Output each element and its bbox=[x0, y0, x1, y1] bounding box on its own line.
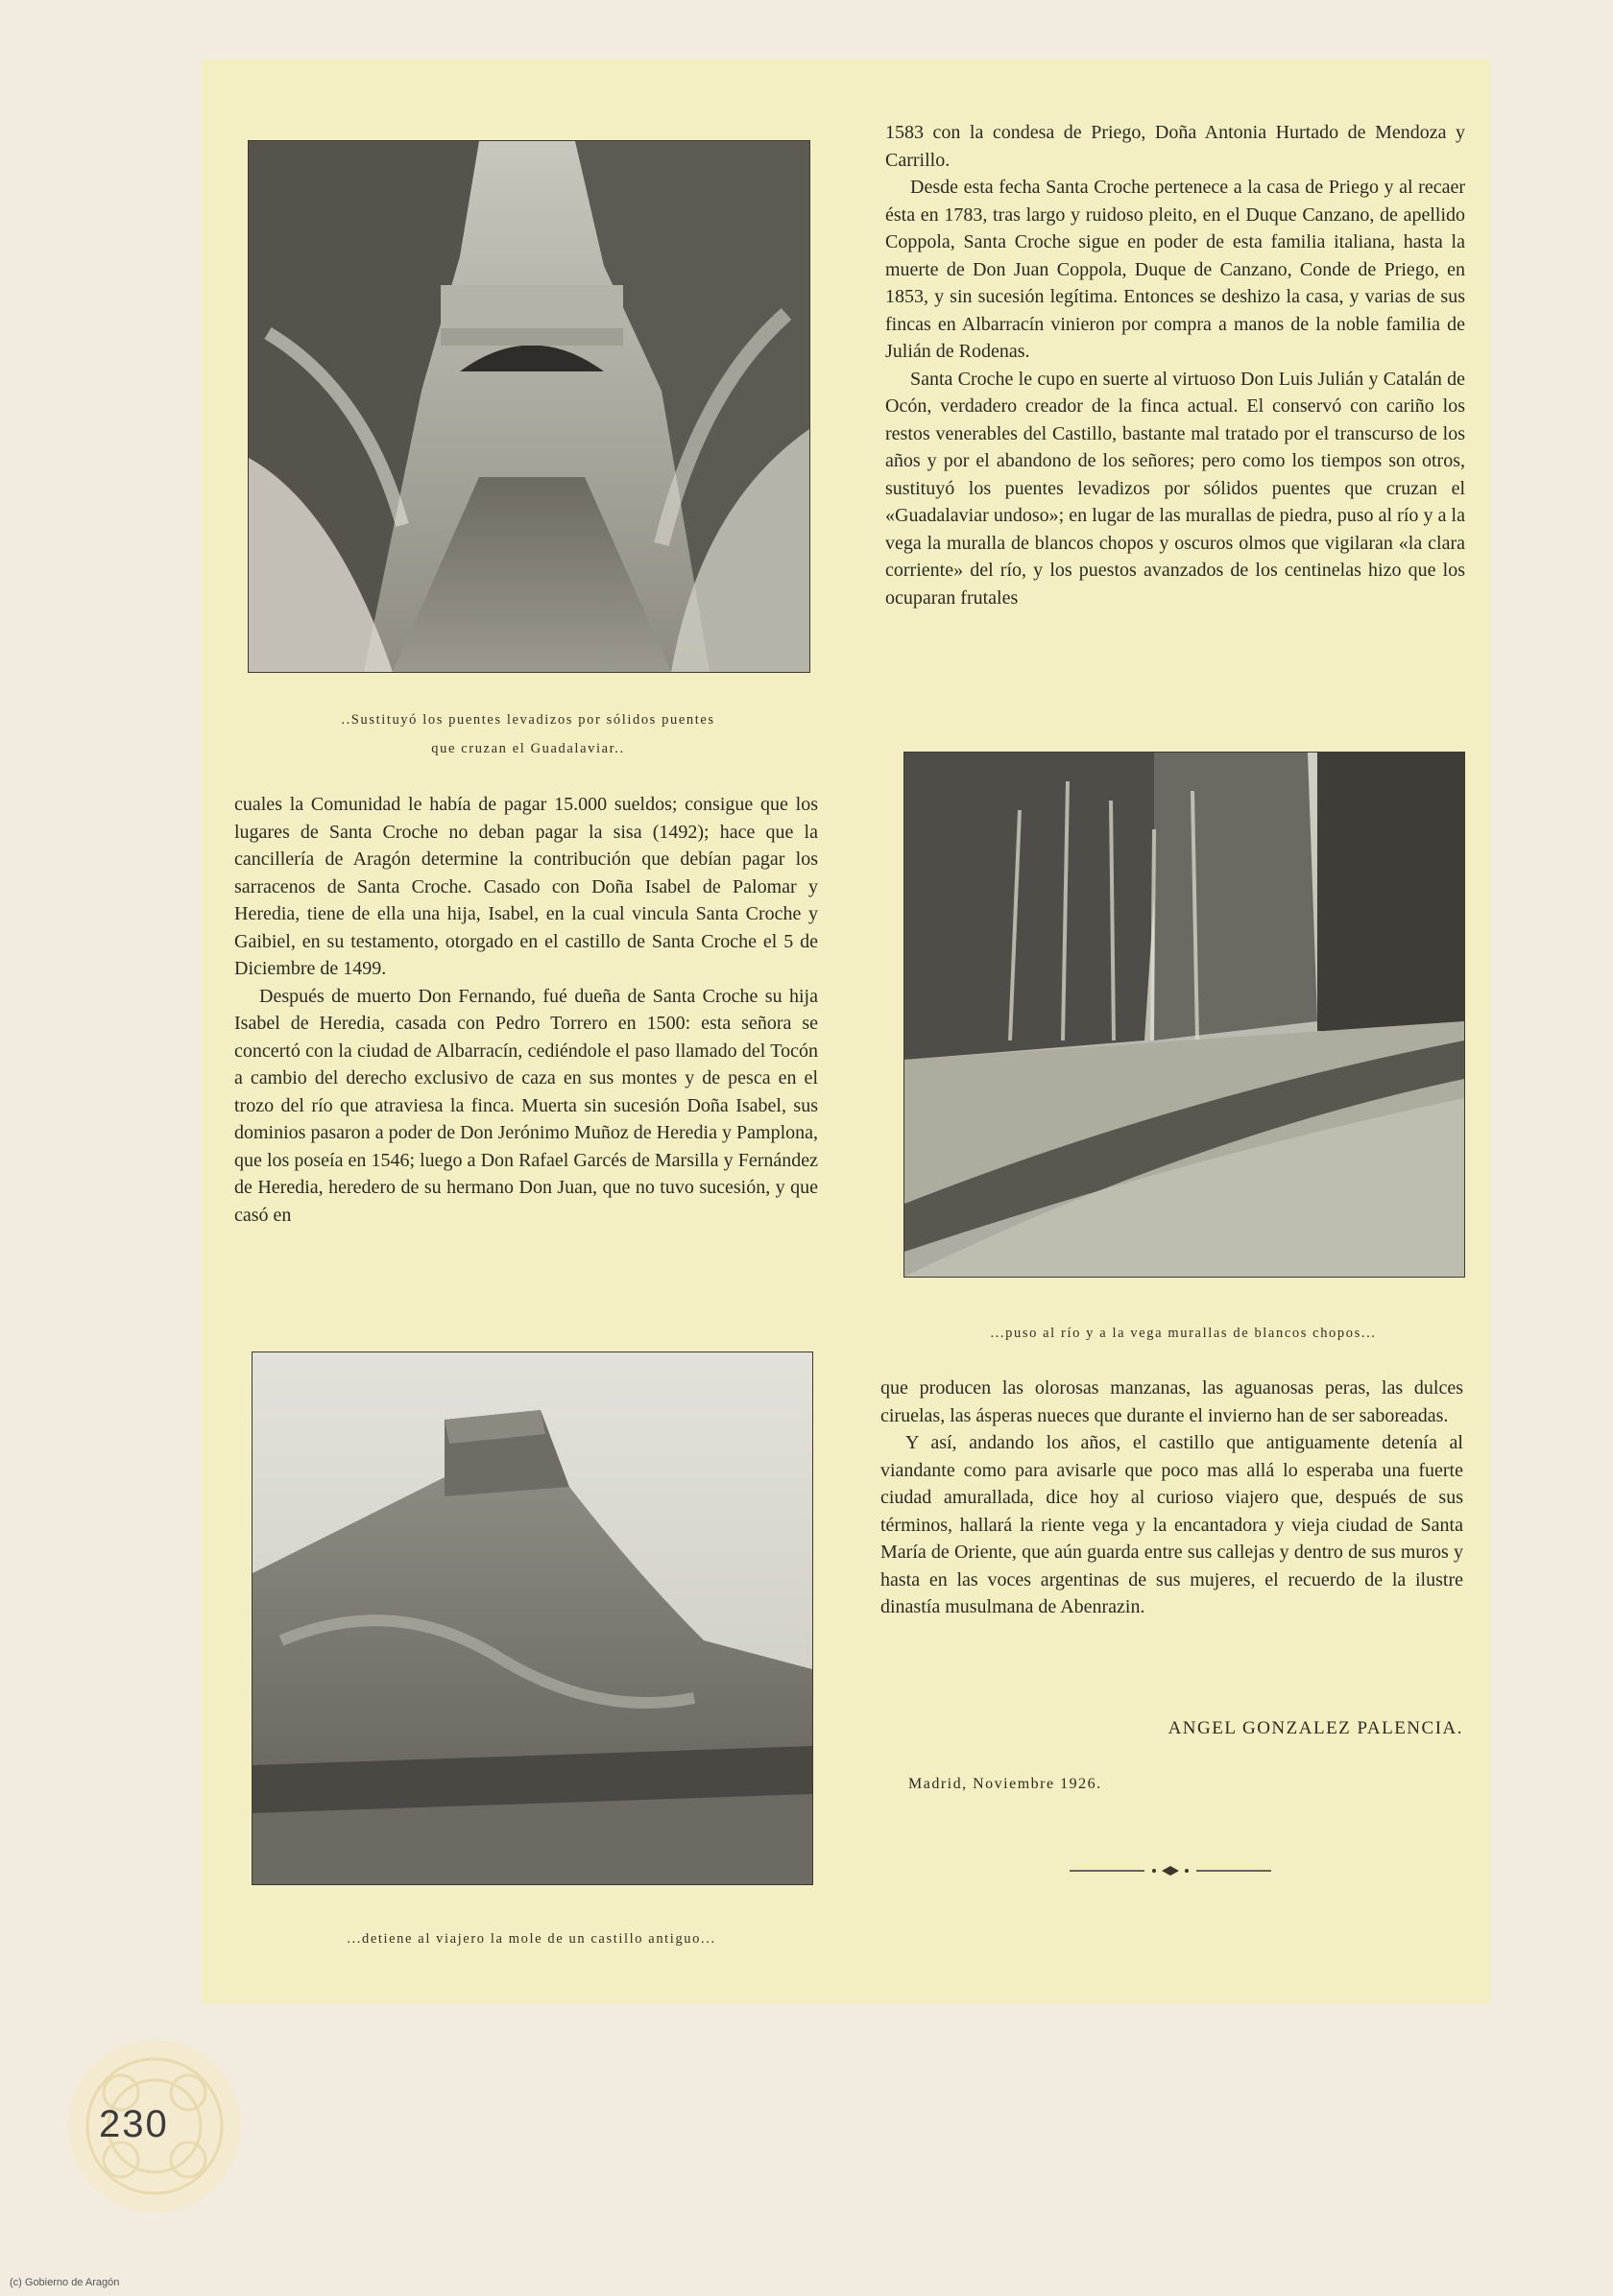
river-photo bbox=[903, 752, 1465, 1278]
bridge-caption-line-2: que cruzan el Guadalaviar.. bbox=[431, 741, 625, 756]
text-bottom-right bbox=[880, 1375, 1463, 1621]
text-middle-left bbox=[234, 791, 818, 1229]
paragraph: Después de muerto Don Fernando, fué dueña de Santa Croche su hija Isabel de Heredia, casada con Pedro Torrero en 1500: esta señora se concertó con la ciudad de Albarracín, cediéndole el paso llamado del Tocón a cambio del derecho exclusivo de caza en sus montes y de pesca en el trozo del río que atraviesa la finca. Muerta sin sucesión Doña Isabel, sus dominios pasaron a poder de Don Jerónimo Muñoz de Heredia y Pamplona, que los poseía en 1546; luego a Don Rafael Garcés de Marsilla y Fernández de Heredia, heredero de su hermano Don Juan, que no tuvo sucesión, y que casó en bbox=[234, 985, 818, 1226]
ornament-divider bbox=[1070, 1865, 1271, 1877]
author-signature: ANGEL GONZALEZ PALENCIA. bbox=[1168, 1718, 1463, 1738]
paragraph: Desde esta fecha Santa Croche pertenece a la casa de Priego y al recaer ésta en 1783, tras largo y ruidoso pleito, en el Duque Canzano, de apellido Coppola, Santa Croche sigue en poder de esta familia italiana, hasta la muerte de Don Juan Coppola, Duque de Canzano, Conde de Priego, en 1853, y sin sucesión legítima. Entonces se deshizo la casa, y varias de sus fincas en Albarracín vinieron por compra a manos de la noble familia de Julián de Rodenas. bbox=[885, 177, 1465, 362]
bridge-photo bbox=[248, 140, 810, 673]
paragraph: Santa Croche le cupo en suerte al virtuoso Don Luis Julián y Catalán de Ocón, verdadero creador de la finca actual. El conservó con cariño los restos venerables del Castillo, bastante mal tratado por el transcurso de los años y por el abandono de los señores; pero como los tiempos son otros, sustituyó los puentes levadizos por sólidos puentes que cruzan el «Guadalaviar undoso»; en lugar de las murallas de piedra, puso al río y a la vega la muralla de blancos chopos y oscuros olmos que vigilaran «la clara corriente» del río, y los puestos avanzados de los centinelas hizo que los ocuparan frutales bbox=[885, 368, 1465, 609]
paragraph: que producen las olorosas manzanas, las aguanosas peras, las dulces ciruelas, las ásperas nueces que durante el invierno han de ser saboreadas. bbox=[880, 1377, 1463, 1426]
bridge-caption-line-1: ..Sustituyó los puentes levadizos por sólidos puentes bbox=[341, 712, 715, 728]
bridge-caption bbox=[248, 706, 808, 763]
river-caption: ...puso al río y a la vega murallas de blancos chopos... bbox=[990, 1326, 1377, 1341]
dateline: Madrid, Noviembre 1926. bbox=[908, 1776, 1102, 1792]
text-top-right bbox=[885, 119, 1465, 611]
castle-caption: ...detiene al viajero la mole de un castillo antiguo... bbox=[347, 1931, 716, 1947]
paragraph: Y así, andando los años, el castillo que antiguamente detenía al viandante como para avisarle que poco mas allá lo esperaba una fuerte ciudad amurallada, dice hoy al curioso viajero que, después de sus términos, hallará la riente vega y la encantadora y vieja ciudad de Santa María de Oriente, que aún guarda entre sus callejas y dentro de sus muros y hasta en las voces argentinas de sus mujeres, el recuerdo de la ilustre dinastía musulmana de Abenrazin. bbox=[880, 1432, 1463, 1617]
castle-photo bbox=[252, 1351, 813, 1885]
paragraph: 1583 con la condesa de Priego, Doña Antonia Hurtado de Mendoza y Carrillo. bbox=[885, 122, 1465, 171]
paragraph: cuales la Comunidad le había de pagar 15.000 sueldos; consigue que los lugares de Santa Croche no deban pagar la sisa (1492); hace que la cancillería de Aragón determine la contribución que debían pagar los sarracenos de Santa Croche. Casado con Doña Isabel de Palomar y Heredia, tiene de ella una hija, Isabel, en la cual vincula Santa Croche y Gaibiel, en su testamento, otorgado en el castillo de Santa Croche el 5 de Diciembre de 1499. bbox=[234, 794, 818, 979]
copyright-notice: (c) Gobierno de Aragón bbox=[10, 2277, 120, 2288]
page-number: 230 bbox=[99, 2103, 169, 2145]
